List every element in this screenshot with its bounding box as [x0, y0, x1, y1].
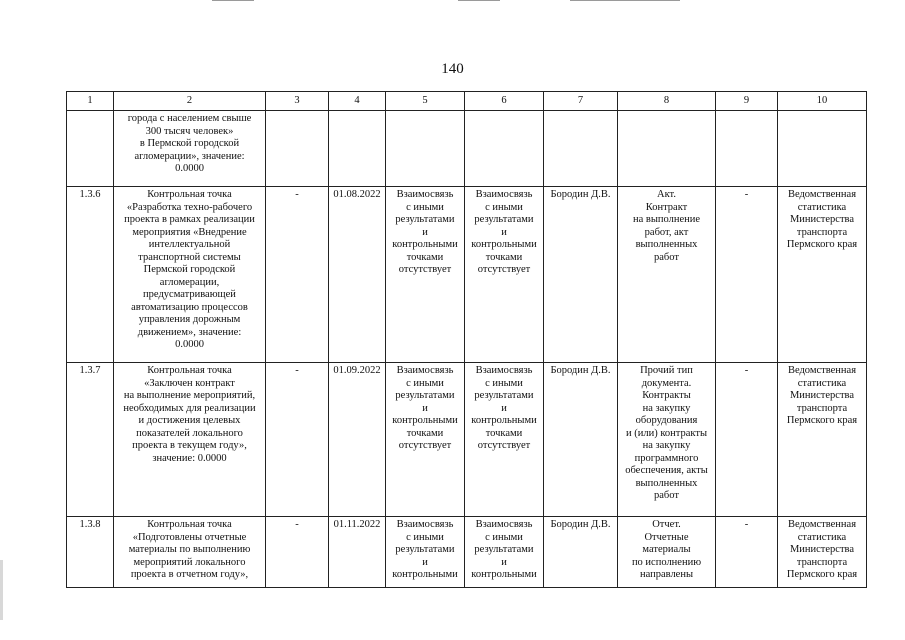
cell-col3: - — [266, 187, 329, 363]
cell-col3 — [266, 111, 329, 187]
control-point-name: города с населением свыше 300 тысяч человек» в Пермской городской агломерации», значение: 0.0000 — [114, 111, 266, 187]
column-number-row — [67, 92, 867, 111]
info-source: Ведомственная статистика Министерства транспорта Пермского края — [778, 187, 867, 363]
responsible-person: Бородин Д.В. — [544, 517, 618, 588]
cell-col9 — [716, 111, 778, 187]
table-row — [67, 187, 867, 363]
table-row — [67, 111, 867, 187]
page-number: 140 — [441, 61, 464, 77]
column-header: 7 — [544, 92, 618, 111]
relation-cell: Взаимосвязь с иными результатами и контрольными — [386, 517, 465, 588]
control-point-name: Контрольная точка «Заключен контракт на выполнение мероприятий, необходимых для реализации и достижения целевых показателей локального проекта в текущем году», значение: 0.0000 — [114, 363, 266, 517]
column-header: 5 — [386, 92, 465, 111]
info-source: Ведомственная статистика Министерства транспорта Пермского края — [778, 363, 867, 517]
info-source: Ведомственная статистика Министерства транспорта Пермского края — [778, 517, 867, 588]
deadline-date: 01.11.2022 — [329, 517, 386, 588]
document-type — [618, 111, 716, 187]
relation-cell: Взаимосвязь с иными результатами и контрольными точками отсутствует — [465, 363, 544, 517]
cell-col9: - — [716, 363, 778, 517]
deadline-date: 01.09.2022 — [329, 363, 386, 517]
info-source — [778, 111, 867, 187]
control-point-name: Контрольная точка «Подготовлены отчетные материалы по выполнению мероприятий локального проекта в отчетном году», — [114, 517, 266, 588]
column-header: 2 — [114, 92, 266, 111]
column-header: 8 — [618, 92, 716, 111]
relation-cell: Взаимосвязь с иными результатами и контрольными точками отсутствует — [386, 363, 465, 517]
deadline-date — [329, 111, 386, 187]
scan-edge-shadow — [0, 560, 3, 620]
row-number: 1.3.8 — [67, 517, 114, 588]
relation-cell — [465, 111, 544, 187]
cell-col3: - — [266, 517, 329, 588]
plan-table — [66, 91, 867, 588]
scan-artifact-line — [212, 0, 254, 1]
responsible-person: Бородин Д.В. — [544, 363, 618, 517]
responsible-person: Бородин Д.В. — [544, 187, 618, 363]
document-type: Прочий тип документа. Контракты на закупку оборудования и (или) контракты на закупку программного обеспечения, акты выполненных работ — [618, 363, 716, 517]
responsible-person — [544, 111, 618, 187]
control-point-name: Контрольная точка «Разработка техно-рабочего проекта в рамках реализации мероприятия «Внедрение интеллектуальной транспортной системы Пермской городской агломерации, предусматривающей автоматизацию процессов управления дорожным движением», значение: 0.0000 — [114, 187, 266, 363]
scan-artifact-line — [570, 0, 680, 1]
relation-cell — [386, 111, 465, 187]
cell-col3: - — [266, 363, 329, 517]
document-type: Акт. Контракт на выполнение работ, акт выполненных работ — [618, 187, 716, 363]
document-type: Отчет. Отчетные материалы по исполнению направлены — [618, 517, 716, 588]
deadline-date: 01.08.2022 — [329, 187, 386, 363]
column-header: 9 — [716, 92, 778, 111]
row-number: 1.3.7 — [67, 363, 114, 517]
column-header: 10 — [778, 92, 867, 111]
cell-col9: - — [716, 187, 778, 363]
column-header: 4 — [329, 92, 386, 111]
column-header: 6 — [465, 92, 544, 111]
relation-cell: Взаимосвязь с иными результатами и контрольными — [465, 517, 544, 588]
scan-artifact-line — [458, 0, 500, 1]
relation-cell: Взаимосвязь с иными результатами и контрольными точками отсутствует — [386, 187, 465, 363]
table-row — [67, 517, 867, 588]
column-header: 3 — [266, 92, 329, 111]
column-header: 1 — [67, 92, 114, 111]
table-row — [67, 363, 867, 517]
row-number: 1.3.6 — [67, 187, 114, 363]
row-number — [67, 111, 114, 187]
cell-col9: - — [716, 517, 778, 588]
relation-cell: Взаимосвязь с иными результатами и контрольными точками отсутствует — [465, 187, 544, 363]
